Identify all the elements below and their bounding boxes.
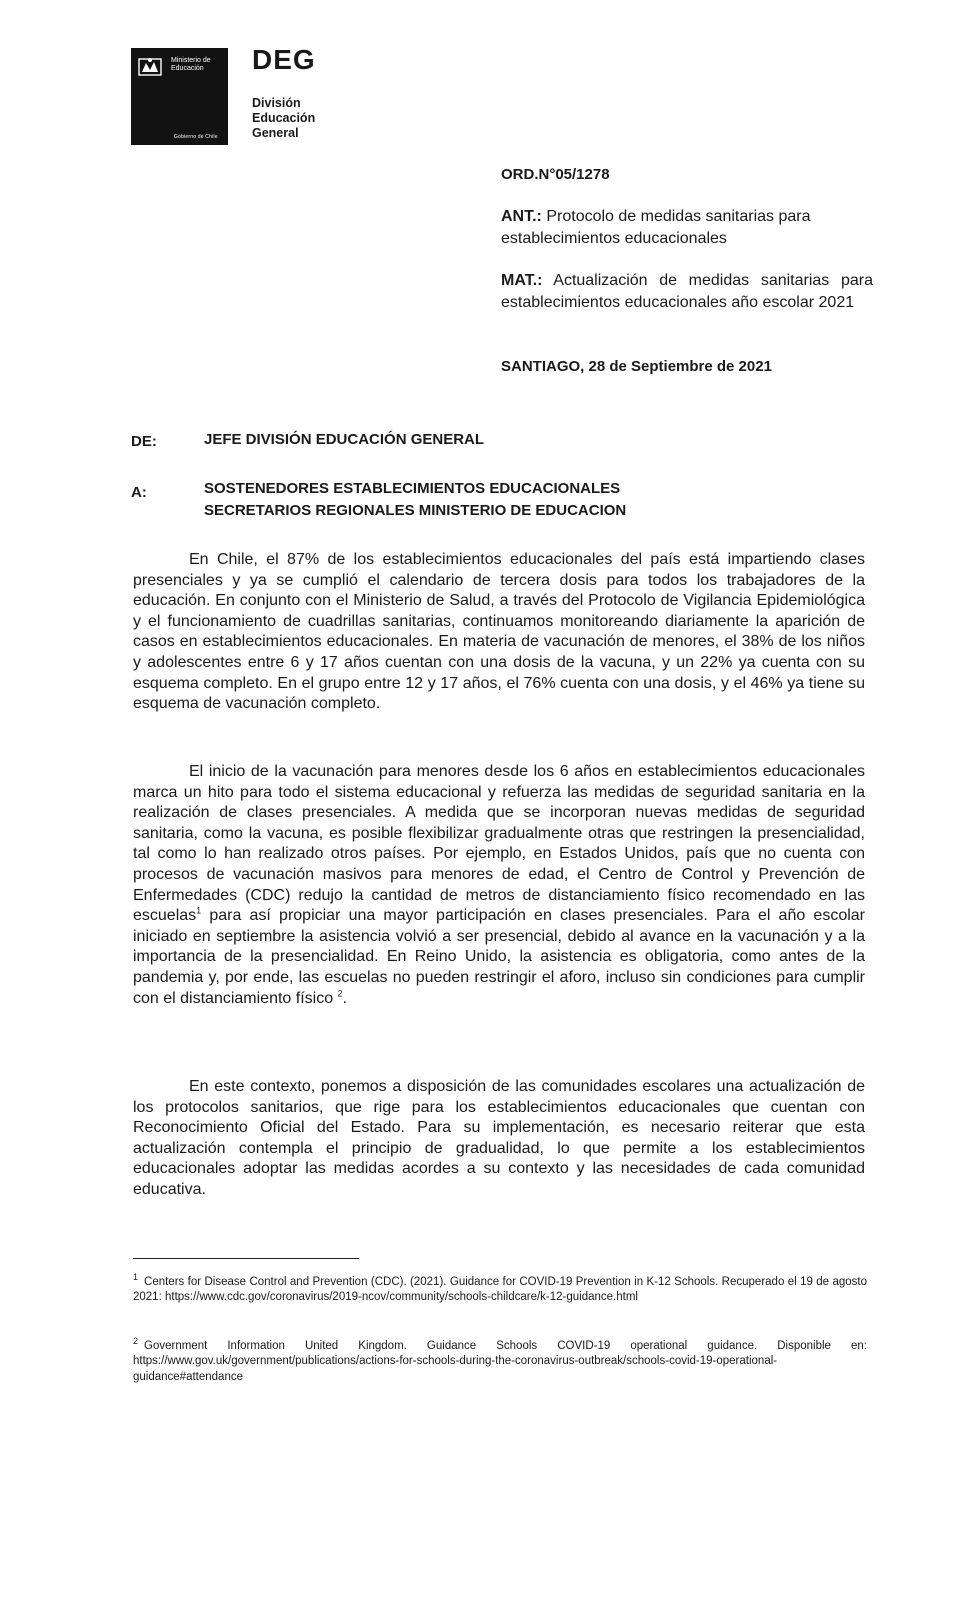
ord-number: ORD.N°05/1278 — [501, 166, 610, 183]
coat-of-arms-icon — [137, 56, 163, 78]
government-label: Gobierno de Chile — [174, 134, 218, 140]
paragraph-1: En Chile, el 87% de los establecimientos educacionales del país está impartiendo clases presenciales y ya se cumplió el calendario de tercera dosis para todos los trabajadores de la educación. En conjunto con el Ministerio de Salud, a través del Protocolo de Vigilancia Epidemiológica y el funcionamiento de cuadrillas sanitarias, continuamos monitoreando diariamente la aparición de casos en establecimientos educacionales. En materia de vacunación de menores, el 38% de los niños y adolescentes entre 6 y 17 años cuentan con una dosis de la vacuna, y un 22% ya cuenta con su esquema completo. En el grupo entre 12 y 17 años, el 76% cuenta con una dosis, y el 46% ya tiene su esquema de vacunación completo. — [133, 551, 865, 713]
ministry-label: Ministerio de Educación — [171, 57, 211, 72]
to-value — [204, 478, 626, 522]
footnote-2-number: 2 — [133, 1336, 139, 1346]
to-label: A: — [131, 484, 147, 501]
document-date: SANTIAGO, 28 de Septiembre de 2021 — [501, 358, 772, 375]
to-line2: SECRETARIOS REGIONALES MINISTERIO DE EDUCACION — [204, 502, 627, 519]
mat-label: MAT.: — [501, 272, 543, 289]
ant-label: ANT.: — [501, 208, 542, 225]
paragraph-2 — [133, 762, 865, 1009]
footnote-1-number: 1 — [133, 1272, 139, 1282]
footnote-1-text: Centers for Disease Control and Prevention (CDC). (2021). Guidance for COVID-19 Prevention in K-12 Schools. Recuperado el 19 de agosto 2021: https://www.cdc.gov/coronavirus/2019-ncov/community/schools-childcare/k-12-guidance.html — [133, 1275, 867, 1304]
division-name-line3: General — [252, 126, 299, 140]
paragraph-2-part1: El inicio de la vacunación para menores desde los 6 años en establecimientos educacionales marca un hito para todo el sistema educacional y refuerza las medidas de seguridad sanitaria en la realización de clases presenciales. A medida que se incorporan nuevas medidas de seguridad sanitaria, como la vacuna, es posible flexibilizar gradualmente otras que restringen la presencialidad, tal como lo han realizado otros países. Por ejemplo, en Estados Unidos, país que no cuenta con procesos de vacunación masivos para menores de edad, el Centro de Control y Prevención de Enfermedades (CDC) redujo la cantidad de metros de distanciamiento físico recomendado en las escuelas — [133, 763, 865, 925]
subject — [501, 270, 873, 314]
paragraph-3: En este contexto, ponemos a disposición de las comunidades escolares una actualización de los protocolos sanitarios, que rige para los establecimientos educacionales que cuentan con Reconocimiento Oficial del Estado. Para su implementación, es necesario reiterar que esta actualización contempla el principio de gradualidad, lo que permite a los establecimientos educacionales adoptar las medidas acordes a su contexto y las necesidades de cada comunidad educativa. — [133, 1078, 865, 1198]
ant-text: Protocolo de medidas sanitarias para establecimientos educacionales — [501, 208, 811, 247]
mat-text: Actualización de medidas sanitarias para establecimientos educacionales año escolar 2021 — [501, 272, 874, 311]
from-label: DE: — [131, 433, 157, 450]
footnote-1 — [133, 1270, 867, 1306]
antecedent — [501, 206, 881, 250]
paragraph-2-part2: para así propiciar una mayor participación en clases presenciales. Para el año escolar iniciado en septiembre la asistencia volvió a ser presencial, debido al avance en la vacunación y a la importancia de la presencialidad. En Reino Unido, la asistencia es obligatoria, como antes de la pandemia y, por ende, las escuelas no pueden restringir el aforo, incluso sin condiciones para cumplir con el distanciamiento físico — [133, 907, 865, 1007]
to-line1: SOSTENEDORES ESTABLECIMIENTOS EDUCACIONALES — [204, 480, 621, 497]
footnote-divider — [133, 1258, 359, 1259]
footnote-2-text: Government Information United Kingdom. Guidance Schools COVID-19 operational guidance. Disponible en: https://www.gov.uk/government/publications/actions-for-schools-during-the-coronavirus-outbreak/schools-covid-19-operational-guidance#attendance — [133, 1339, 867, 1383]
division-name — [252, 96, 315, 141]
division-name-line2: Educación — [252, 111, 316, 125]
from-value: JEFE DIVISIÓN EDUCACIÓN GENERAL — [204, 431, 485, 448]
footnote-2 — [133, 1334, 867, 1385]
ministry-logo — [131, 48, 228, 145]
footnote-ref-1: 1 — [196, 905, 202, 916]
paragraph-2-part3: . — [342, 989, 348, 1007]
division-acronym: DEG — [252, 44, 316, 75]
division-name-line1: División — [252, 96, 301, 110]
footnote-ref-2: 2 — [337, 988, 343, 999]
